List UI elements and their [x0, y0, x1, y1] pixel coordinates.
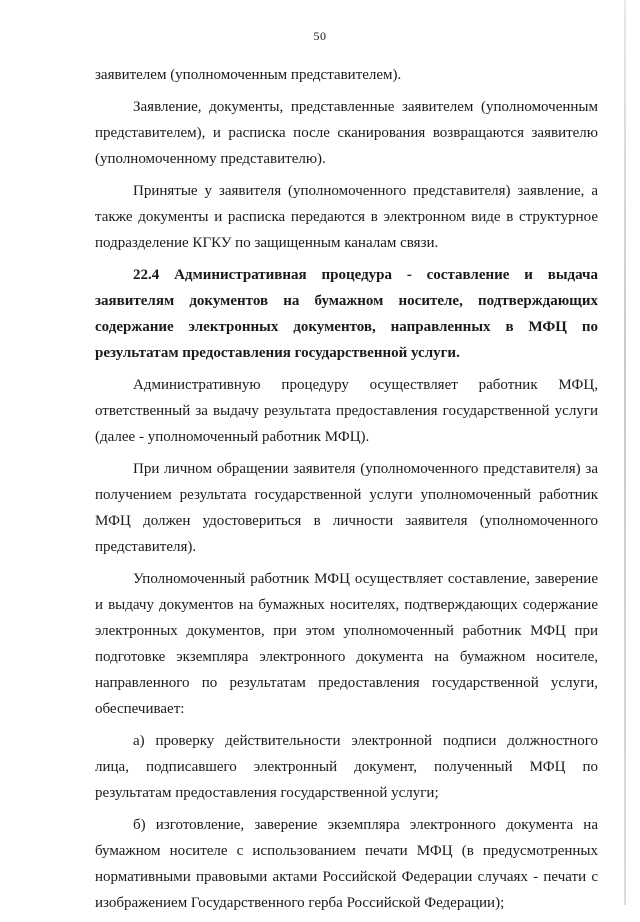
paragraph-continuation: заявителем (уполномоченным представителем).: [95, 67, 402, 83]
paragraph-procedure-performer: Административную процедуру осуществляет работник МФЦ, ответственный за выдачу результата предоставления государственной услуги (далее - уполномоченный работник МФЦ).: [95, 377, 598, 445]
paragraph-return-documents: Заявление, документы, представленные заявителем (уполномоченным представителем), и расписка после сканирования возвращаются заявителю (уполномоченному представителю).: [95, 99, 598, 167]
paragraph-transfer-electronic: Принятые у заявителя (уполномоченного представителя) заявление, а также документы и расписка передаются в электронном виде в структурное подразделение КГКУ по защищенным каналам связи.: [95, 183, 598, 251]
paragraph-identity-check: При личном обращении заявителя (уполномоченного представителя) за получением результата государственной услуги уполномоченный работник МФЦ должен удостовериться в личности заявителя (уполномоченного представителя).: [95, 461, 598, 555]
list-item-b: б) изготовление, заверение экземпляра электронного документа на бумажном носителе с использованием печати МФЦ (в предусмотренных нормативными правовыми актами Российской Федерации случаях - печати с изображением Государственного герба Российской Федерации);: [95, 817, 598, 911]
paragraph-mfc-duties: Уполномоченный работник МФЦ осуществляет составление, заверение и выдачу документов на бумажных носителях, подтверждающих содержание электронных документов, при этом уполномоченный работник МФЦ при подготовке экземпляра электронного документа на бумажном носителе, направленного по результатам предоставления государственной услуги, обеспечивает:: [95, 571, 598, 717]
document-body: [95, 62, 598, 922]
page-edge-shadow: [624, 0, 626, 905]
list-item-a: а) проверку действительности электронной подписи должностного лица, подписавшего электронный документ, полученный МФЦ по результатам предоставления государственной услуги;: [95, 733, 598, 801]
page-number: 50: [313, 29, 327, 43]
section-heading-22-4: 22.4 Административная процедура - составление и выдача заявителям документов на бумажном носителе, подтверждающих содержание электронных документов, направленных в МФЦ по результатам предоставления государственной услуги.: [95, 267, 598, 361]
